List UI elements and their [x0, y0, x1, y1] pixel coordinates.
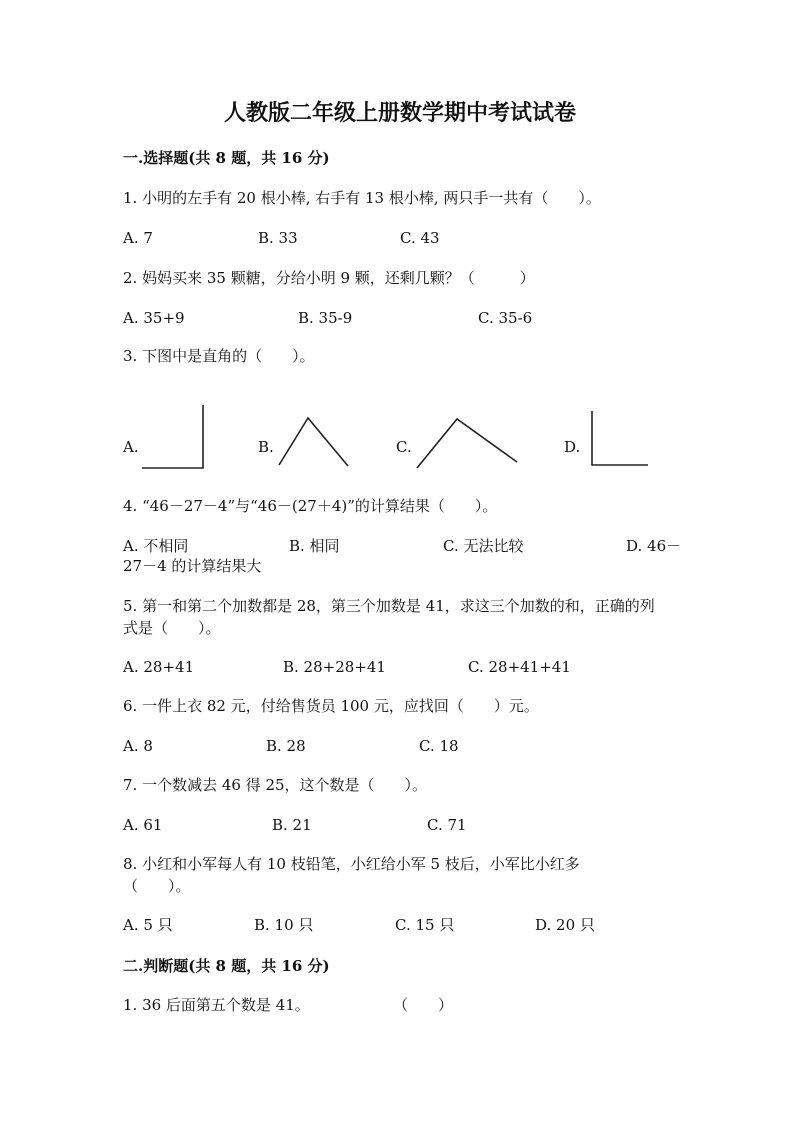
page-title: 人教版二年级上册数学期中考试试卷	[223, 100, 576, 126]
angle-figure-b	[279, 418, 348, 466]
question-5-stem-line2: 式是（ ）。	[123, 619, 221, 637]
question-2-option-c: C. 35-6	[478, 309, 533, 327]
angle-figure-a	[142, 405, 203, 468]
question-8-stem-line2: （ ）。	[123, 877, 191, 895]
question-8-option-c: C. 15 只	[395, 916, 455, 934]
judgement-1-blank: （ ）	[393, 996, 454, 1014]
question-6-stem: 6. 一件上衣 82 元，付给售货员 100 元，应找回（ ）元。	[123, 697, 539, 715]
question-4-option-c: C. 无法比较	[443, 537, 524, 555]
question-1-option-c: C. 43	[400, 229, 440, 247]
question-8-stem-line1: 8. 小红和小军每人有 10 枝铅笔，小红给小军 5 枝后，小军比小红多	[123, 855, 580, 873]
question-8-option-b: B. 10 只	[254, 916, 314, 934]
question-3-stem: 3. 下图中是直角的（ ）。	[123, 347, 315, 365]
question-2-stem: 2. 妈妈买来 35 颗糖，分给小明 9 颗，还剩几颗？（ ）	[123, 269, 535, 287]
question-3-option-a: A.	[123, 438, 139, 456]
question-4-option-d: D. 46－	[626, 537, 682, 555]
angle-figure-d	[592, 411, 648, 465]
question-5-stem-line1: 5. 第一和第二个加数都是 28，第三个加数是 41，求这三个加数的和，正确的列	[123, 597, 655, 615]
question-8-option-a: A. 5 只	[123, 916, 173, 934]
question-2-option-a: A. 35+9	[123, 309, 185, 327]
question-3-option-b: B.	[258, 438, 274, 456]
question-7-option-b: B. 21	[272, 816, 312, 834]
question-3-option-c: C.	[396, 438, 412, 456]
question-1-option-a: A. 7	[123, 229, 153, 247]
question-4-option-d-continuation: 27－4 的计算结果大	[123, 557, 262, 575]
question-1-option-b: B. 33	[258, 229, 298, 247]
question-7-option-c: C. 71	[427, 816, 467, 834]
question-6-option-b: B. 28	[266, 737, 306, 755]
question-5-option-a: A. 28+41	[123, 658, 195, 676]
question-4-option-b: B. 相同	[289, 537, 340, 555]
question-4-option-a: A. 不相同	[123, 537, 189, 555]
question-1-stem: 1. 小明的左手有 20 根小棒, 右手有 13 根小棒, 两只手一共有（ ）。	[123, 189, 601, 207]
question-7-option-a: A. 61	[123, 816, 163, 834]
question-6-option-c: C. 18	[419, 737, 459, 755]
question-5-option-c: C. 28+41+41	[468, 658, 571, 676]
judgement-1-stem: 1. 36 后面第五个数是 41。	[123, 996, 310, 1014]
question-7-stem: 7. 一个数减去 46 得 25，这个数是（ ）。	[123, 776, 428, 794]
question-3-option-d: D.	[564, 438, 581, 456]
question-2-option-b: B. 35-9	[298, 309, 353, 327]
question-6-option-a: A. 8	[123, 737, 153, 755]
section-heading-choice: 一.选择题(共 8 题，共 16 分)	[123, 149, 330, 167]
angle-figure-c	[417, 419, 517, 468]
question-5-option-b: B. 28+28+41	[283, 658, 386, 676]
question-4-stem: 4. “46－27－4”与“46－(27＋4)”的计算结果（ ）。	[123, 497, 498, 515]
question-8-option-d: D. 20 只	[535, 916, 595, 934]
section-heading-judgement: 二.判断题(共 8 题，共 16 分)	[123, 957, 330, 975]
